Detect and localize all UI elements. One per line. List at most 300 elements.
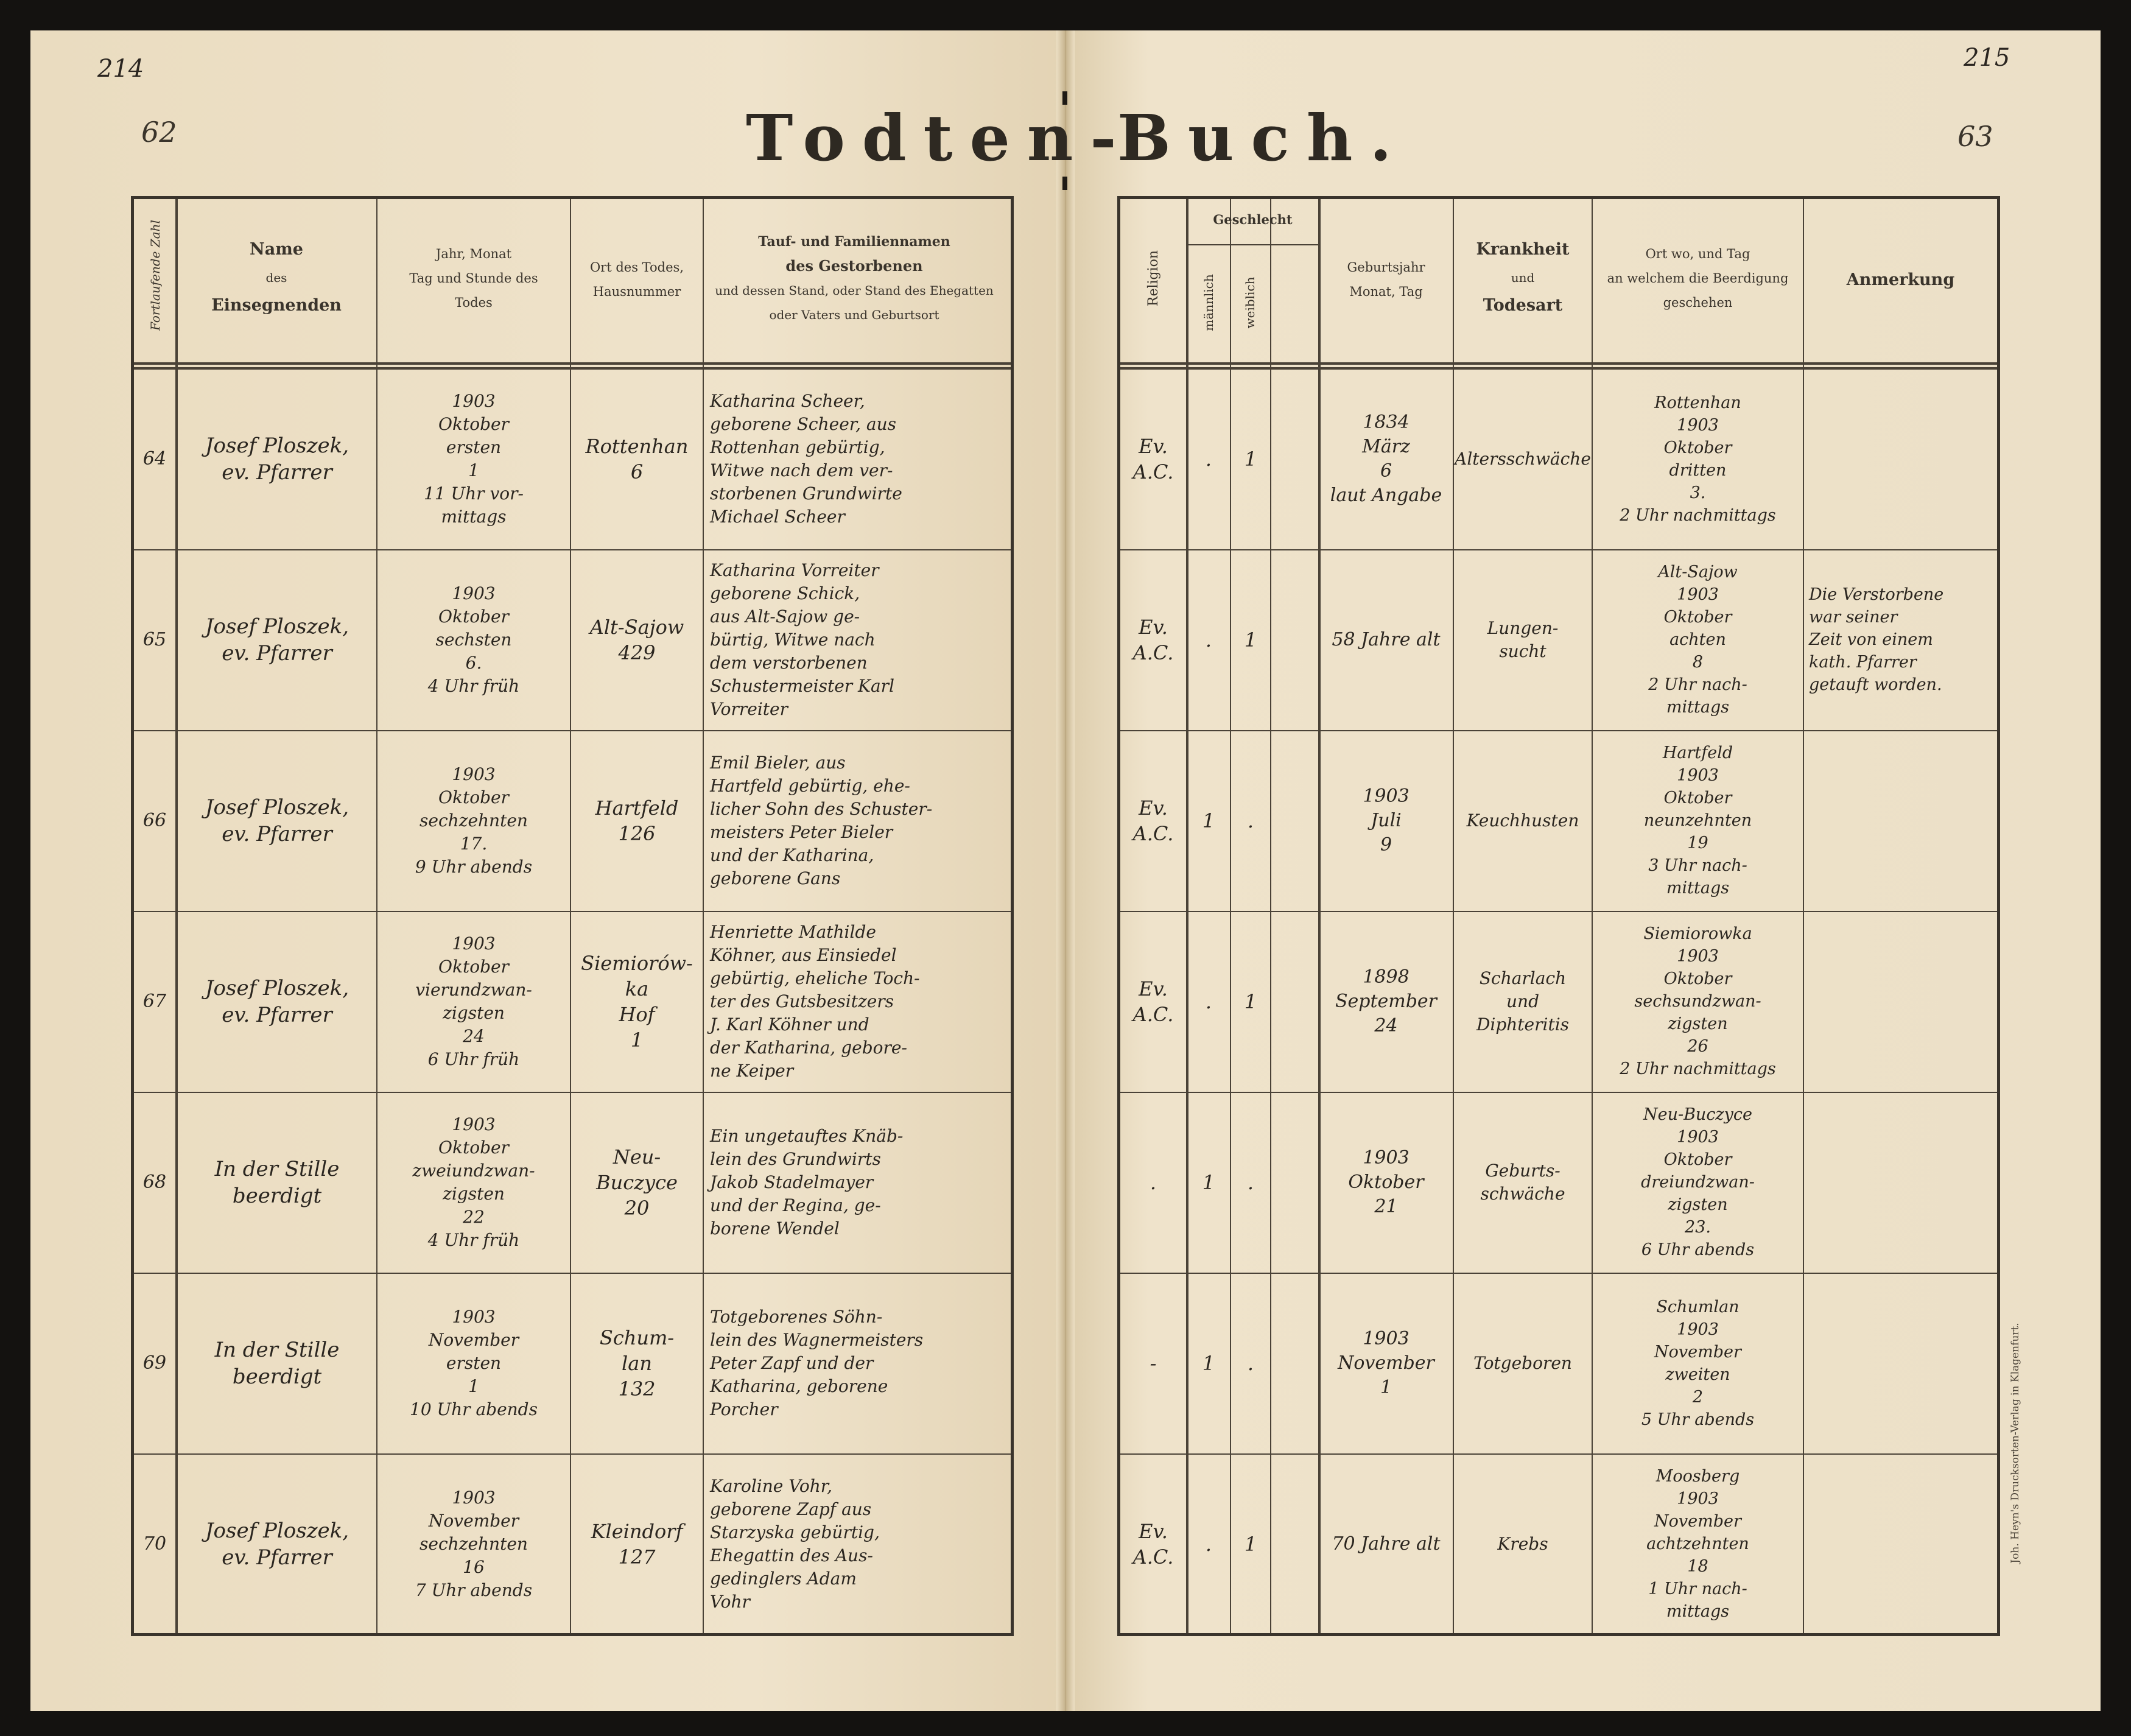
death-place — [571, 911, 703, 1092]
sex-female — [1231, 549, 1270, 730]
burial-place-date — [1593, 730, 1803, 911]
deceased-details — [710, 730, 1005, 911]
death-date-line: Oktober — [438, 787, 509, 807]
burial-place-date-line: 2 Uhr nach- — [1648, 675, 1747, 694]
death-place-line: Hof — [619, 1002, 655, 1026]
burial-place-date-line: achtzehnten — [1646, 1534, 1749, 1553]
religion-line: A.C. — [1132, 641, 1174, 664]
religion-line: . — [1150, 1170, 1157, 1194]
burial-place-date-line: 3. — [1690, 483, 1706, 502]
death-date-line: 1903 — [452, 583, 496, 603]
sex-female-line: 1 — [1244, 628, 1257, 652]
birth-date-line: 1903 — [1363, 785, 1410, 807]
deceased-details — [710, 368, 1005, 549]
burial-place-date-line: mittags — [1666, 879, 1730, 898]
entry-number — [134, 730, 175, 911]
burial-place-date-line: mittags — [1666, 1602, 1730, 1621]
death-date-line: 4 Uhr früh — [427, 1229, 520, 1250]
sex-female-line: . — [1247, 809, 1254, 832]
death-date-line: ersten — [446, 1352, 502, 1373]
header-anmerkung: Anmerkung — [1846, 270, 1955, 289]
birth-date — [1319, 1273, 1453, 1453]
sex-male — [1187, 1092, 1230, 1273]
burial-place-date — [1593, 911, 1803, 1092]
officiant-name-line: In der Stille — [214, 1337, 340, 1362]
death-place-line: Siemiorów- — [581, 951, 693, 975]
register-row — [134, 911, 1011, 1092]
birth-date-line: 24 — [1374, 1014, 1398, 1036]
religion — [1120, 1092, 1186, 1273]
deceased-details — [710, 549, 1005, 730]
death-date — [377, 368, 570, 549]
death-date-line: 1 — [468, 1376, 479, 1396]
deceased-details-line: gedinglers Adam — [710, 1568, 857, 1589]
sex-female — [1231, 1092, 1270, 1273]
burial-place-date — [1593, 1273, 1803, 1453]
deceased-details-line: geborene Gans — [710, 868, 841, 888]
sex-female-line: . — [1247, 1351, 1254, 1375]
death-place-line: ka — [625, 977, 649, 1000]
religion — [1120, 368, 1186, 549]
death-date-line: zigsten — [443, 1002, 505, 1023]
deceased-details-line: Vorreiter — [710, 698, 788, 719]
cause-of-death-line: sucht — [1499, 641, 1546, 661]
entry-number — [134, 911, 175, 1092]
deceased-details-line: ne Keiper — [710, 1060, 794, 1081]
deceased-details-line: Ein ungetauftes Knäb- — [710, 1125, 904, 1146]
birth-date — [1319, 730, 1453, 911]
sex-male-line: . — [1205, 989, 1212, 1013]
register-row — [134, 1092, 1011, 1273]
burial-place-date-line: dreiundzwan- — [1641, 1173, 1755, 1192]
burial-place-date — [1593, 549, 1803, 730]
burial-place-date-line: 1 Uhr nach- — [1648, 1580, 1747, 1598]
birth-date-line: November — [1338, 1352, 1434, 1374]
burial-place-date — [1593, 1453, 1803, 1634]
cause-of-death-line: Altersschwäche — [1455, 448, 1591, 469]
cause-of-death-line: Krebs — [1497, 1533, 1548, 1554]
burial-place-date-line: 3 Uhr nach- — [1648, 856, 1747, 875]
sex-male — [1187, 368, 1230, 549]
sex-male-line: 1 — [1202, 1170, 1215, 1194]
register-row — [1120, 730, 1997, 911]
death-date-line: Oktober — [438, 606, 509, 627]
cause-of-death — [1454, 1273, 1592, 1453]
entry-number-line: 66 — [142, 809, 167, 831]
burial-place-date-line: 2 Uhr nachmittags — [1620, 1060, 1776, 1078]
remark — [1809, 1092, 1995, 1273]
death-date-line: 11 Uhr vor- — [424, 483, 524, 504]
sex-male-line: 1 — [1202, 809, 1215, 832]
header-death-date: Jahr, Monat Tag und Stunde des Todes — [409, 247, 538, 310]
entry-number-line: 68 — [142, 1171, 167, 1193]
death-date-line: 1903 — [452, 1306, 496, 1327]
sex-male-line: 1 — [1202, 1351, 1215, 1375]
burial-place-date-line: 1903 — [1677, 947, 1719, 966]
officiant-name — [178, 549, 376, 730]
deceased-details-line: ter des Gutsbesitzers — [710, 991, 894, 1011]
officiant-name-line: Josef Ploszek, — [205, 1518, 349, 1543]
cause-of-death-line: schwäche — [1480, 1183, 1565, 1204]
birth-date-line: Oktober — [1348, 1171, 1424, 1193]
death-place-line: Schum- — [599, 1326, 675, 1349]
death-place-line: Buczyce — [596, 1170, 678, 1194]
cause-of-death — [1454, 1453, 1592, 1634]
entry-number — [134, 368, 175, 549]
birth-date-line: 1834 — [1363, 411, 1410, 433]
register-row — [134, 549, 1011, 730]
death-date — [377, 1092, 570, 1273]
burial-place-date-line: zigsten — [1668, 1014, 1728, 1033]
entry-number-line: 67 — [142, 990, 167, 1012]
burial-place-date-line: 6 Uhr abends — [1641, 1240, 1755, 1259]
burial-place-date-line: Moosberg — [1655, 1467, 1740, 1486]
burial-place-date-line: 1903 — [1677, 766, 1719, 785]
death-place-line: 127 — [618, 1545, 656, 1569]
burial-place-date-line: November — [1654, 1512, 1741, 1531]
sex-female — [1231, 1453, 1270, 1634]
page-number-right: 63 — [1957, 120, 1993, 153]
death-date — [377, 1273, 570, 1453]
death-date-line: 22 — [463, 1206, 485, 1227]
register-table-right — [1117, 196, 2000, 1636]
entry-number-line: 70 — [142, 1533, 167, 1555]
burial-place-date-line: Oktober — [1663, 789, 1732, 807]
burial-place-date-line: November — [1654, 1342, 1741, 1362]
religion-line: A.C. — [1132, 821, 1174, 845]
birth-date — [1319, 1092, 1453, 1273]
sex-male-line: . — [1205, 447, 1212, 471]
officiant-name — [178, 1453, 376, 1634]
burial-place-date-line: Oktober — [1663, 608, 1732, 627]
officiant-name — [178, 1273, 376, 1453]
death-date-line: 24 — [463, 1025, 485, 1046]
death-date — [377, 911, 570, 1092]
burial-place-date-line: 23. — [1685, 1218, 1711, 1237]
burial-place-date-line: 1903 — [1677, 1128, 1719, 1147]
birth-date-line: 70 Jahre alt — [1332, 1533, 1441, 1555]
sex-female — [1231, 911, 1270, 1092]
religion-line: Ev. — [1139, 615, 1168, 639]
burial-place-date — [1593, 368, 1803, 549]
header-family-name: Tauf- und Familiennamen des Gestorbenen und dessen Stand, oder Stand des Ehegatten oder Vaters und Geburtsort — [715, 234, 994, 322]
burial-place-date-line: dritten — [1669, 460, 1727, 480]
header-death-place: Ort des Todes, Hausnummer — [589, 260, 684, 299]
register-row — [1120, 549, 1997, 730]
death-place — [571, 1092, 703, 1273]
officiant-name-line: beerdigt — [232, 1364, 322, 1389]
register-row — [134, 730, 1011, 911]
sex-male — [1187, 1453, 1230, 1634]
religion — [1120, 1273, 1186, 1453]
death-date-line: sechzehnten — [420, 810, 528, 831]
register-row — [134, 368, 1011, 549]
death-place — [571, 1453, 703, 1634]
birth-date-line: Juli — [1371, 809, 1402, 831]
death-place-line: 20 — [624, 1196, 650, 1220]
religion-line: A.C. — [1132, 1002, 1174, 1026]
death-place — [571, 1273, 703, 1453]
deceased-details-line: Starzyska gebürtig, — [710, 1522, 880, 1542]
remark — [1809, 1453, 1995, 1634]
birth-date-line: 1 — [1380, 1376, 1392, 1398]
cause-of-death-line: Totgeboren — [1473, 1352, 1572, 1373]
remark-line: getauft worden. — [1809, 675, 1942, 694]
death-place-line: lan — [622, 1351, 652, 1375]
burial-place-date-line: sechsundzwan- — [1634, 992, 1761, 1011]
burial-place-date-line: Rottenhan — [1654, 393, 1741, 412]
remark-line: kath. Pfarrer — [1809, 653, 1917, 672]
birth-date-line: 58 Jahre alt — [1332, 628, 1441, 650]
deceased-details-line: Henriette Mathilde — [710, 921, 876, 942]
burial-place-date-line: Oktober — [1663, 969, 1732, 988]
death-date-line: 17. — [460, 833, 488, 854]
deceased-details-line: Michael Scheer — [710, 506, 845, 527]
sex-male — [1187, 911, 1230, 1092]
birth-date-line: 1903 — [1363, 1147, 1410, 1168]
religion-line: Ev. — [1139, 1519, 1168, 1543]
burial-place-date-line: Alt-Sajow — [1658, 563, 1738, 582]
deceased-details-line: Hartfeld gebürtig, ehe- — [710, 775, 910, 796]
religion — [1120, 730, 1186, 911]
deceased-details — [710, 1273, 1005, 1453]
cause-of-death — [1454, 911, 1592, 1092]
deceased-details-line: Peter Zapf und der — [710, 1352, 874, 1373]
death-date — [377, 1453, 570, 1634]
officiant-name-line: ev. Pfarrer — [222, 821, 332, 846]
death-date-line: ersten — [446, 437, 502, 457]
title-left: Todten- — [746, 100, 1134, 175]
religion — [1120, 549, 1186, 730]
officiant-name-line: ev. Pfarrer — [222, 1002, 332, 1027]
remark-line: Die Verstorbene — [1809, 585, 1944, 604]
officiant-name — [178, 911, 376, 1092]
entry-number — [134, 1092, 175, 1273]
register-row — [134, 1273, 1011, 1453]
officiant-name-line: Josef Ploszek, — [205, 614, 349, 639]
remark — [1809, 911, 1995, 1092]
deceased-details-line: borene Wendel — [710, 1218, 840, 1239]
burial-place-date-line: 1903 — [1677, 1320, 1719, 1339]
burial-place-date-line: Oktober — [1663, 1150, 1732, 1169]
deceased-details-line: J. Karl Köhner und — [710, 1014, 869, 1035]
burial-place-date-line: zigsten — [1668, 1195, 1728, 1214]
deceased-details-line: Schustermeister Karl — [710, 675, 895, 696]
burial-place-date-line: 18 — [1687, 1557, 1708, 1576]
religion — [1120, 911, 1186, 1092]
remark — [1809, 549, 1995, 730]
officiant-name-line: Josef Ploszek, — [205, 975, 349, 1000]
deceased-details-line: lein des Wagnermeisters — [710, 1329, 924, 1350]
death-place-line: 126 — [618, 821, 656, 845]
register-row — [1120, 1273, 1997, 1453]
deceased-details-line: Köhner, aus Einsiedel — [710, 944, 897, 965]
burial-place-date-line: 1903 — [1677, 585, 1719, 604]
cause-of-death-line: Scharlach — [1479, 968, 1567, 988]
page-number-left: 62 — [141, 116, 177, 149]
birth-date — [1319, 1453, 1453, 1634]
birth-date-line: März — [1362, 435, 1410, 457]
entry-number-line: 65 — [142, 628, 167, 650]
death-place-line: 6 — [630, 460, 644, 483]
death-date-line: sechsten — [435, 629, 512, 650]
officiant-name — [178, 1092, 376, 1273]
burial-place-date-line: Hartfeld — [1662, 743, 1733, 762]
death-date — [377, 549, 570, 730]
death-date-line: zweiundzwan- — [412, 1160, 535, 1181]
death-place-line: Rottenhan — [585, 434, 689, 458]
deceased-details-line: meisters Peter Bieler — [710, 821, 893, 842]
death-date-line: 6 Uhr früh — [427, 1049, 520, 1069]
register-row — [1120, 1453, 1997, 1634]
officiant-name-line: beerdigt — [232, 1183, 322, 1208]
death-date-line: Oktober — [438, 413, 509, 434]
death-place-line: Kleindorf — [591, 1519, 683, 1543]
sex-female-line: 1 — [1244, 1532, 1257, 1556]
death-place — [571, 368, 703, 549]
death-date-line: 10 Uhr abends — [410, 1399, 538, 1419]
burial-place-date-line: Oktober — [1663, 438, 1732, 457]
religion — [1120, 1453, 1186, 1634]
header-maennlich: männlich — [1201, 274, 1216, 331]
entry-number — [134, 1453, 175, 1634]
religion-line: Ev. — [1139, 796, 1168, 820]
deceased-details-line: Porcher — [710, 1399, 778, 1419]
officiant-name — [178, 368, 376, 549]
death-date-line: 9 Uhr abends — [415, 856, 533, 877]
sex-male — [1187, 730, 1230, 911]
deceased-details-line: dem verstorbenen — [710, 652, 868, 673]
officiant-name-line: ev. Pfarrer — [222, 1545, 332, 1570]
burial-place-date-line: 8 — [1692, 653, 1704, 672]
birth-date-line: 21 — [1374, 1195, 1398, 1217]
officiant-name-line: ev. Pfarrer — [222, 641, 332, 666]
deceased-details-line: und der Katharina, — [710, 845, 874, 865]
burial-place-date-line: zweiten — [1665, 1365, 1730, 1384]
burial-place-date-line: 2 — [1692, 1387, 1704, 1407]
birth-date-line: laut Angabe — [1330, 484, 1442, 506]
deceased-details-line: Karoline Vohr, — [710, 1475, 833, 1496]
deceased-details-line: Ehegattin des Aus- — [710, 1545, 873, 1566]
death-place-line: Hartfeld — [595, 796, 679, 820]
birth-date-line: 9 — [1380, 834, 1392, 856]
cause-of-death-line: und — [1506, 991, 1539, 1011]
burial-place-date — [1593, 1092, 1803, 1273]
header-weiblich: weiblich — [1243, 276, 1257, 329]
folio-number-left: 214 — [97, 55, 144, 83]
birth-date-line: 1903 — [1363, 1327, 1410, 1349]
deceased-details-line: geborene Zapf aus — [710, 1499, 872, 1519]
entry-number — [134, 549, 175, 730]
birth-date — [1319, 368, 1453, 549]
death-date-line: November — [428, 1510, 519, 1531]
religion-line: A.C. — [1132, 1545, 1174, 1569]
burial-place-date-line: Neu-Buczyce — [1643, 1105, 1753, 1124]
death-place-line: 132 — [618, 1377, 656, 1400]
death-place-line: 1 — [630, 1028, 644, 1052]
burial-place-date-line: 5 Uhr abends — [1641, 1410, 1755, 1429]
header-fortlaufende-zahl: Fortlaufende Zahl — [148, 220, 163, 331]
burial-place-date-line: mittags — [1666, 698, 1730, 717]
death-date-line: 7 Uhr abends — [415, 1580, 533, 1600]
register-row — [1120, 368, 1997, 549]
death-date-line: 1903 — [452, 1114, 496, 1134]
burial-place-date-line: 19 — [1687, 834, 1708, 852]
death-date-line: 1903 — [452, 390, 496, 411]
header-beerdigung: Ort wo, und Tag an welchem die Beerdigung geschehen — [1607, 247, 1789, 310]
birth-date-line: September — [1335, 990, 1438, 1012]
birth-date — [1319, 911, 1453, 1092]
sex-male-line: . — [1205, 628, 1212, 652]
deceased-details-line: licher Sohn des Schuster- — [710, 798, 933, 819]
death-date-line: zigsten — [443, 1183, 505, 1204]
death-date-line: sechzehnten — [420, 1533, 528, 1554]
sex-female-line: 1 — [1244, 989, 1257, 1013]
sex-female — [1231, 368, 1270, 549]
death-date-line: 6. — [465, 652, 482, 673]
religion-line: Ev. — [1139, 434, 1168, 458]
officiant-name — [178, 730, 376, 911]
deceased-details-line: Katharina Vorreiter — [710, 560, 879, 580]
deceased-details-line: storbenen Grundwirte — [710, 483, 902, 504]
burial-place-date-line: achten — [1669, 630, 1726, 649]
sex-female-line: 1 — [1244, 447, 1257, 471]
header-geschlecht: Geschlecht — [1213, 212, 1293, 227]
death-date-line: 1903 — [452, 933, 496, 954]
register-row — [134, 1453, 1011, 1634]
death-date-line: Oktober — [438, 1137, 509, 1158]
entry-number — [134, 1273, 175, 1453]
sex-female-line: . — [1247, 1170, 1254, 1194]
sex-female — [1231, 1273, 1270, 1453]
officiant-name-line: Josef Ploszek, — [205, 433, 349, 458]
death-place-line: Alt-Sajow — [589, 615, 684, 639]
gutter-mark — [1062, 177, 1067, 190]
burial-place-date-line: 1903 — [1677, 415, 1719, 435]
remark-line: Zeit von einem — [1809, 630, 1933, 649]
death-date-line: vierundzwan- — [415, 979, 532, 1000]
deceased-details-line: aus Alt-Sajow ge- — [710, 606, 860, 627]
death-date-line: mittags — [441, 506, 507, 527]
burial-place-date-line: neunzehnten — [1643, 811, 1752, 830]
cause-of-death-line: Keuchhusten — [1466, 810, 1579, 831]
deceased-details-line: der Katharina, gebore- — [710, 1037, 907, 1058]
register-table-left — [131, 196, 1014, 1636]
cause-of-death-line: Lungen- — [1487, 617, 1559, 638]
book-gutter — [1056, 30, 1075, 1711]
cause-of-death-line: Diphteritis — [1476, 1014, 1570, 1035]
printer-imprint: Joh. Heyn's Drucksorten-Verlag in Klagenfurt. — [2009, 1323, 2021, 1564]
burial-place-date-line: 26 — [1687, 1037, 1708, 1056]
deceased-details — [710, 911, 1005, 1092]
death-date-line: 4 Uhr früh — [427, 675, 520, 696]
officiant-name-line: ev. Pfarrer — [222, 460, 332, 485]
death-date-line: 1 — [468, 460, 479, 480]
cause-of-death-line: Geburts- — [1485, 1160, 1561, 1181]
burial-place-date-line: Siemiorowka — [1643, 924, 1752, 943]
header-krankheit: Krankheit und Todesart — [1476, 240, 1570, 315]
deceased-details-line: Witwe nach dem ver- — [710, 460, 893, 480]
death-place-line: Neu- — [613, 1145, 661, 1168]
remark — [1809, 368, 1995, 549]
remark — [1809, 1273, 1995, 1453]
cause-of-death — [1454, 730, 1592, 911]
death-place-line: 429 — [618, 641, 656, 664]
deceased-details-line: lein des Grundwirts — [710, 1148, 881, 1169]
deceased-details-line: bürtig, Witwe nach — [710, 629, 876, 650]
birth-date-line: 6 — [1380, 460, 1392, 482]
birth-date — [1319, 549, 1453, 730]
